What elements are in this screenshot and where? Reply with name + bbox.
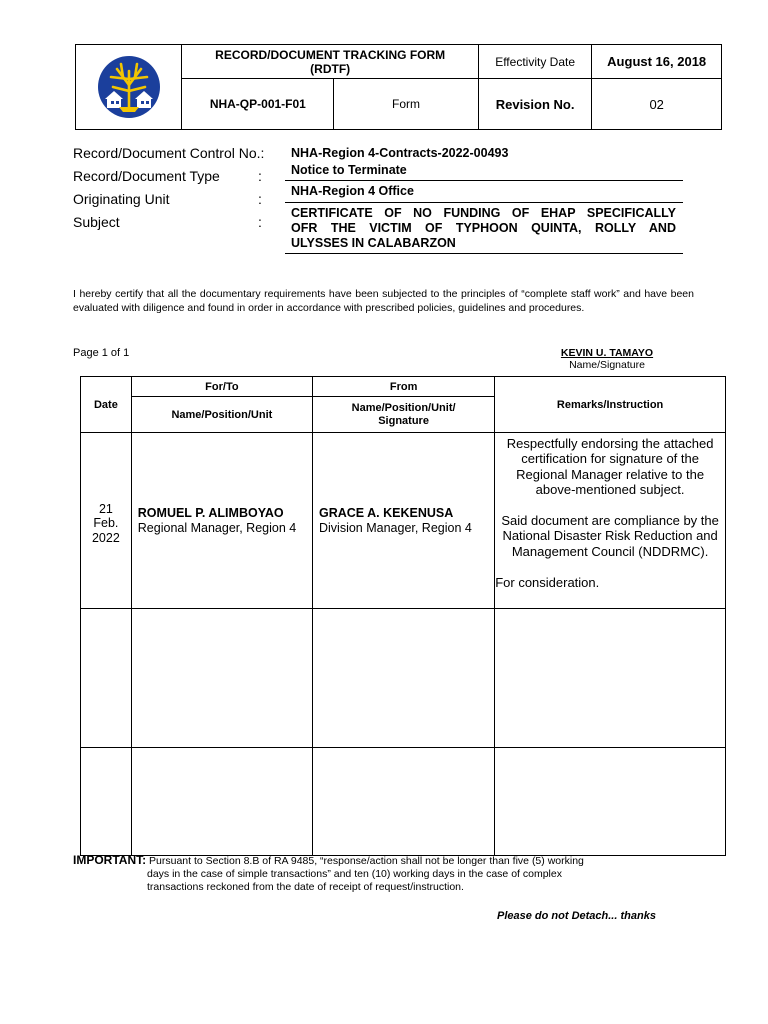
table-row	[81, 433, 726, 609]
effectivity-label: Effectivity Date	[478, 45, 592, 79]
doc-kind: Form	[334, 79, 479, 130]
form-title: RECORD/DOCUMENT TRACKING FORM	[215, 47, 446, 62]
control-label: Record/Document Control No.:	[73, 145, 265, 161]
subject-value	[291, 206, 676, 251]
col-remarks-header: Remarks/Instruction	[495, 377, 726, 433]
tracking-table	[80, 376, 726, 856]
important-line-3: transactions reckoned from the date of receipt of request/instruction.	[147, 881, 464, 893]
row2-to	[131, 609, 312, 748]
table-row	[81, 609, 726, 748]
signatory-caption: Name/Signature	[569, 359, 645, 371]
important-line-2: days in the case of simple transactions” and ten (10) working days in the case of complex	[147, 868, 562, 880]
unit-label: Originating Unit	[73, 191, 170, 207]
subject-underline	[285, 253, 683, 254]
control-value: NHA-Region 4-Contracts-2022-00493	[291, 146, 509, 160]
row1-to	[131, 433, 312, 609]
row1-to-name: ROMUEL P. ALIMBOYAO	[137, 505, 284, 520]
row3-to	[131, 748, 312, 856]
unit-underline	[285, 202, 683, 203]
col-from-header: From	[312, 377, 494, 397]
table-row	[81, 748, 726, 856]
row1-date-month: Feb.	[93, 516, 119, 531]
row1-from-position: Division Manager, Region 4	[318, 520, 472, 535]
subject-line-1: CERTIFICATE OF NO FUNDING OF EHAP SPECIFICALLY	[291, 206, 676, 220]
row1-date-year: 2022	[91, 530, 120, 545]
row3-date	[81, 748, 132, 856]
important-line-1: Pursuant to Section 8.B of RA 9485, “response/action shall not be longer than five (5) working	[149, 855, 584, 867]
effectivity-date: August 16, 2018	[592, 45, 722, 79]
certification-text: I hereby certify that all the documentary requirements have been subjected to the principles of “complete staff work” and have been evaluated with diligence and found in order in accordance with prescribed policies, guidelines and procedures.	[73, 288, 694, 314]
subject-line-2: OFR THE VICTIM OF TYPHOON QUINTA, ROLLY AND	[291, 221, 676, 235]
col-from-subheader	[312, 397, 494, 433]
row2-remarks	[495, 609, 726, 748]
subject-colon: :	[258, 214, 262, 230]
row1-from	[312, 433, 494, 609]
unit-value: NHA-Region 4 Office	[291, 184, 414, 198]
col-for-subheader: Name/Position/Unit	[131, 397, 312, 433]
revision-label: Revision No.	[478, 79, 592, 130]
row2-from	[312, 609, 494, 748]
row2-date	[81, 609, 132, 748]
footer-note: Please do not Detach... thanks	[497, 910, 656, 922]
col-date-header: Date	[81, 377, 132, 433]
col-for-header: For/To	[131, 377, 312, 397]
form-abbr: (RDTF)	[310, 61, 351, 76]
row1-remarks	[495, 433, 726, 609]
signatory-name: KEVIN U. TAMAYO	[560, 347, 654, 359]
signatory-block	[520, 347, 694, 371]
subject-label: Subject	[73, 214, 120, 230]
type-value: Notice to Terminate	[291, 163, 407, 177]
row1-remarks-1: Respectfully endorsing the attached certification for signature of the Regional Manager relative to the above-mentioned subject.	[506, 436, 714, 498]
header-table	[75, 44, 722, 130]
nha-logo-icon	[97, 55, 161, 119]
row1-remarks-2: Said document are compliance by the National Disaster Risk Reduction and Management Council (NDDRMC).	[501, 513, 719, 559]
type-colon: :	[258, 168, 262, 184]
type-label: Record/Document Type	[73, 168, 220, 184]
row1-to-position: Regional Manager, Region 4	[137, 520, 297, 535]
row1-remarks-3: For consideration.	[495, 574, 600, 590]
col-from-subheader-1: Name/Position/Unit/	[351, 401, 456, 414]
revision-no: 02	[592, 79, 722, 130]
row1-from-name: GRACE A. KEKENUSA	[318, 505, 454, 520]
important-note	[73, 854, 584, 894]
row3-remarks	[495, 748, 726, 856]
col-from-subheader-2: Signature	[378, 414, 429, 427]
subject-line-3: ULYSSES IN CALABARZON	[291, 236, 456, 250]
logo-cell	[76, 45, 182, 130]
important-label: IMPORTANT:	[73, 853, 147, 867]
unit-colon: :	[258, 191, 262, 207]
page-info: Page 1 of 1	[73, 347, 130, 359]
form-title-cell	[182, 45, 478, 79]
row1-date-day: 21	[98, 501, 113, 516]
row3-from	[312, 748, 494, 856]
type-underline	[285, 180, 683, 181]
row1-date	[81, 433, 132, 609]
doc-code: NHA-QP-001-F01	[182, 79, 334, 130]
